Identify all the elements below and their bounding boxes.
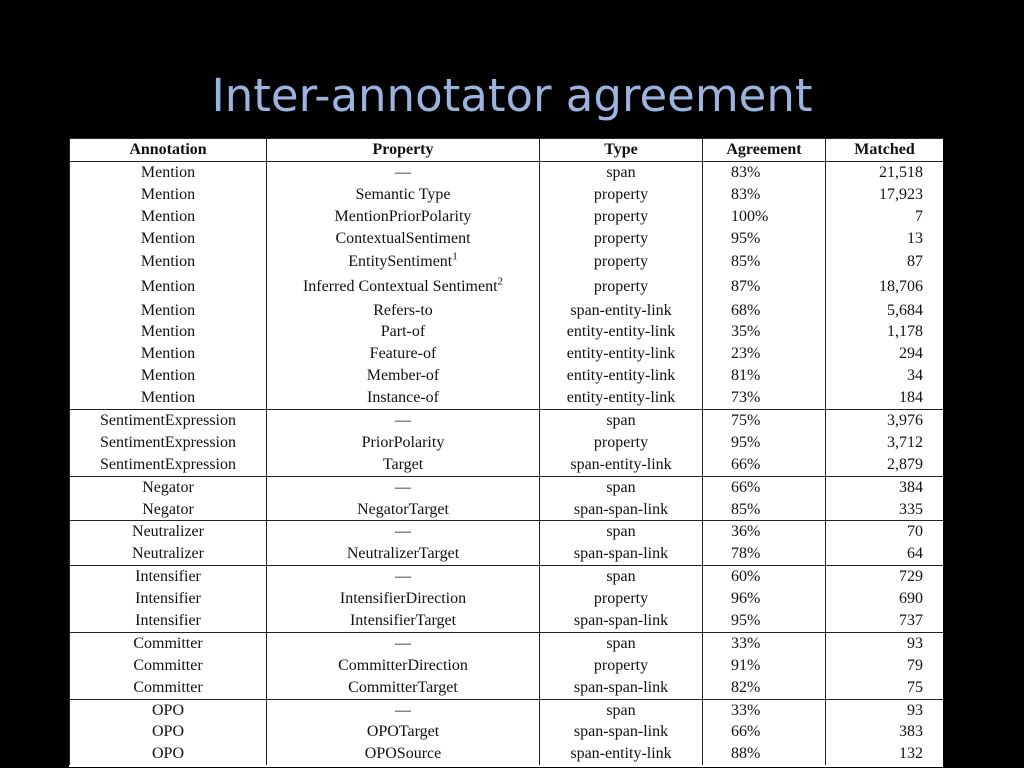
cell-annotation: Mention	[70, 184, 267, 206]
cell-agreement: 83%	[703, 162, 826, 184]
cell-agreement: 75%	[703, 410, 826, 432]
table-row	[70, 699, 944, 721]
cell-agreement: 82%	[703, 677, 826, 699]
cell-property	[267, 184, 540, 206]
table-row	[70, 321, 944, 343]
cell-property-text: Part-of	[380, 323, 426, 341]
cell-type: property	[540, 228, 703, 250]
cell-agreement: 33%	[703, 699, 826, 721]
cell-type: entity-entity-link	[540, 365, 703, 387]
table-row	[70, 521, 944, 543]
cell-annotation: Negator	[70, 476, 267, 498]
cell-matched: 184	[826, 387, 944, 409]
cell-property-text: IntensifierTarget	[349, 611, 457, 629]
cell-property	[267, 454, 540, 476]
cell-agreement: 36%	[703, 521, 826, 543]
cell-type: property	[540, 655, 703, 677]
cell-type: span	[540, 566, 703, 588]
cell-type: span-span-link	[540, 543, 703, 565]
cell-property	[267, 410, 540, 432]
header-agreement: Agreement	[703, 139, 826, 162]
cell-property-text: CommitterDirection	[338, 656, 468, 674]
table-row	[70, 655, 944, 677]
table-row	[70, 410, 944, 432]
header-annotation: Annotation	[70, 139, 267, 162]
cell-property-text: MentionPriorPolarity	[334, 207, 472, 225]
cell-property	[267, 365, 540, 387]
cell-property	[267, 655, 540, 677]
cell-type: property	[540, 275, 703, 300]
cell-type: property	[540, 432, 703, 454]
cell-annotation: OPO	[70, 721, 267, 743]
cell-annotation: SentimentExpression	[70, 454, 267, 476]
cell-annotation: Committer	[70, 677, 267, 699]
cell-annotation: Committer	[70, 655, 267, 677]
cell-agreement: 68%	[703, 300, 826, 322]
cell-property	[267, 721, 540, 743]
cell-property	[267, 699, 540, 721]
cell-agreement: 66%	[703, 476, 826, 498]
footnote-marker: 2	[497, 275, 504, 288]
cell-property	[267, 343, 540, 365]
cell-property-text: Refers-to	[373, 301, 433, 319]
cell-property	[267, 387, 540, 409]
cell-matched: 75	[826, 677, 944, 699]
cell-matched: 64	[826, 543, 944, 565]
cell-property	[267, 521, 540, 543]
cell-matched: 34	[826, 365, 944, 387]
table-row	[70, 454, 944, 476]
cell-annotation: Negator	[70, 499, 267, 521]
table-row	[70, 499, 944, 521]
cell-property-text: —	[395, 478, 411, 496]
cell-type: entity-entity-link	[540, 321, 703, 343]
table-row	[70, 476, 944, 498]
cell-matched: 17,923	[826, 184, 944, 206]
table-row	[70, 677, 944, 699]
table-body	[70, 162, 944, 766]
cell-matched: 384	[826, 476, 944, 498]
cell-agreement: 95%	[703, 432, 826, 454]
cell-property-text: EntitySentiment	[348, 253, 453, 271]
cell-property-text: Target	[382, 455, 424, 473]
table-row	[70, 543, 944, 565]
table-row	[70, 588, 944, 610]
cell-type: span	[540, 699, 703, 721]
table-header-row	[70, 139, 944, 162]
cell-property	[267, 588, 540, 610]
cell-property-text: Feature-of	[369, 345, 437, 363]
cell-agreement: 66%	[703, 721, 826, 743]
header-property: Property	[267, 139, 540, 162]
cell-agreement: 66%	[703, 454, 826, 476]
cell-annotation: OPO	[70, 743, 267, 765]
cell-type: span	[540, 521, 703, 543]
cell-property-text: OPOSource	[364, 745, 442, 763]
cell-matched: 690	[826, 588, 944, 610]
cell-type: span-entity-link	[540, 454, 703, 476]
cell-type: span	[540, 476, 703, 498]
cell-property	[267, 206, 540, 228]
cell-matched: 2,879	[826, 454, 944, 476]
cell-agreement: 96%	[703, 588, 826, 610]
table-row	[70, 275, 944, 300]
cell-property-text: NegatorTarget	[357, 500, 449, 518]
cell-agreement: 33%	[703, 632, 826, 654]
cell-property	[267, 610, 540, 632]
cell-annotation: Mention	[70, 206, 267, 228]
cell-agreement: 85%	[703, 250, 826, 275]
cell-property	[267, 476, 540, 498]
cell-property	[267, 499, 540, 521]
cell-property	[267, 743, 540, 765]
cell-type: span-span-link	[540, 677, 703, 699]
cell-matched: 729	[826, 566, 944, 588]
table-row	[70, 300, 944, 322]
cell-matched: 1,178	[826, 321, 944, 343]
footnote-marker: 1	[452, 250, 458, 263]
table-row	[70, 250, 944, 275]
cell-property-text: Semantic Type	[355, 185, 451, 203]
table-row	[70, 632, 944, 654]
cell-annotation: Neutralizer	[70, 543, 267, 565]
cell-property-text: —	[395, 701, 411, 719]
cell-property-text: IntensifierDirection	[339, 590, 467, 608]
cell-agreement: 100%	[703, 206, 826, 228]
cell-matched: 79	[826, 655, 944, 677]
cell-agreement: 87%	[703, 275, 826, 300]
table-row	[70, 387, 944, 409]
cell-property	[267, 228, 540, 250]
cell-annotation: SentimentExpression	[70, 432, 267, 454]
cell-annotation: Mention	[70, 275, 267, 300]
cell-matched: 3,976	[826, 410, 944, 432]
cell-annotation: Intensifier	[70, 566, 267, 588]
cell-matched: 5,684	[826, 300, 944, 322]
cell-type: property	[540, 206, 703, 228]
cell-property	[267, 677, 540, 699]
agreement-table-container	[69, 138, 943, 767]
table-row	[70, 206, 944, 228]
cell-property-text: Instance-of	[367, 389, 439, 407]
cell-property-text: Member-of	[366, 367, 440, 385]
cell-type: property	[540, 250, 703, 275]
cell-matched: 21,518	[826, 162, 944, 184]
cell-property	[267, 632, 540, 654]
table-row	[70, 432, 944, 454]
cell-agreement: 91%	[703, 655, 826, 677]
cell-annotation: Committer	[70, 632, 267, 654]
cell-type: span-span-link	[540, 610, 703, 632]
cell-type: property	[540, 588, 703, 610]
cell-property	[267, 432, 540, 454]
cell-agreement: 95%	[703, 228, 826, 250]
cell-annotation: Intensifier	[70, 610, 267, 632]
cell-property-text: —	[395, 163, 411, 181]
table-row	[70, 228, 944, 250]
cell-matched: 70	[826, 521, 944, 543]
cell-type: span	[540, 632, 703, 654]
cell-annotation: Mention	[70, 343, 267, 365]
table-row	[70, 566, 944, 588]
cell-annotation: Mention	[70, 250, 267, 275]
agreement-table	[69, 138, 943, 765]
cell-property-text: —	[395, 568, 411, 586]
cell-matched: 3,712	[826, 432, 944, 454]
slide-title: Inter-annotator agreement	[211, 69, 813, 122]
cell-type: span-entity-link	[540, 300, 703, 322]
cell-type: span	[540, 162, 703, 184]
cell-agreement: 73%	[703, 387, 826, 409]
cell-property	[267, 250, 540, 275]
cell-property	[267, 162, 540, 184]
cell-type: span	[540, 410, 703, 432]
cell-property-text: OPOTarget	[366, 723, 440, 741]
cell-annotation: Mention	[70, 387, 267, 409]
cell-type: span-span-link	[540, 721, 703, 743]
cell-property-text: —	[395, 523, 411, 541]
cell-matched: 18,706	[826, 275, 944, 300]
cell-agreement: 85%	[703, 499, 826, 521]
header-matched: Matched	[826, 139, 944, 162]
cell-agreement: 88%	[703, 743, 826, 765]
cell-agreement: 23%	[703, 343, 826, 365]
table-row	[70, 721, 944, 743]
cell-type: span-entity-link	[540, 743, 703, 765]
header-type: Type	[540, 139, 703, 162]
cell-property-text: ContextualSentiment	[335, 229, 471, 247]
cell-annotation: Mention	[70, 228, 267, 250]
cell-annotation: OPO	[70, 699, 267, 721]
cell-property	[267, 275, 540, 300]
cell-property	[267, 321, 540, 343]
cell-matched: 13	[826, 228, 944, 250]
table-row	[70, 343, 944, 365]
cell-property-text: NeutralizerTarget	[346, 545, 460, 563]
cell-property-text: —	[395, 411, 411, 429]
cell-matched: 93	[826, 632, 944, 654]
cell-matched: 87	[826, 250, 944, 275]
cell-annotation: Intensifier	[70, 588, 267, 610]
cell-annotation: SentimentExpression	[70, 410, 267, 432]
cell-property-text: Inferred Contextual Sentiment	[302, 278, 498, 296]
table-row	[70, 184, 944, 206]
cell-matched: 132	[826, 743, 944, 765]
cell-type: span-span-link	[540, 499, 703, 521]
cell-property-text: CommitterTarget	[348, 678, 458, 696]
table-row	[70, 610, 944, 632]
cell-type: property	[540, 184, 703, 206]
cell-property-text: PriorPolarity	[361, 433, 445, 451]
cell-property	[267, 566, 540, 588]
cell-agreement: 83%	[703, 184, 826, 206]
cell-property	[267, 300, 540, 322]
cell-annotation: Mention	[70, 162, 267, 184]
table-row	[70, 743, 944, 765]
table-row	[70, 365, 944, 387]
cell-annotation: Mention	[70, 300, 267, 322]
cell-matched: 737	[826, 610, 944, 632]
cell-matched: 93	[826, 699, 944, 721]
cell-annotation: Neutralizer	[70, 521, 267, 543]
cell-property	[267, 543, 540, 565]
cell-matched: 7	[826, 206, 944, 228]
cell-agreement: 81%	[703, 365, 826, 387]
cell-matched: 383	[826, 721, 944, 743]
cell-agreement: 78%	[703, 543, 826, 565]
table-row	[70, 162, 944, 184]
cell-type: entity-entity-link	[540, 387, 703, 409]
cell-property-text: —	[395, 634, 411, 652]
cell-type: entity-entity-link	[540, 343, 703, 365]
cell-annotation: Mention	[70, 321, 267, 343]
cell-annotation: Mention	[70, 365, 267, 387]
cell-agreement: 95%	[703, 610, 826, 632]
cell-agreement: 60%	[703, 566, 826, 588]
cell-matched: 294	[826, 343, 944, 365]
cell-matched: 335	[826, 499, 944, 521]
cell-agreement: 35%	[703, 321, 826, 343]
